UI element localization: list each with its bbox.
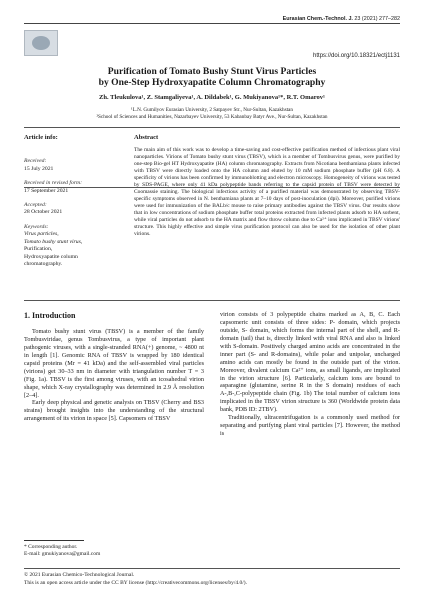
journal-logo-icon	[24, 30, 58, 56]
section-rule-top	[24, 127, 400, 128]
footer-rule	[24, 568, 400, 569]
paragraph: Tomato bushy stunt virus (TBSV) is a member of the family Tombusviridae, genus Tombusvirus, a type of important plant pathogenic viruses, with a single-stranded RNA(+) genome, ~ 4800 nt in length [1]. Genomic RNA of TBSV is wrapped by 180 identical capsid proteins (Mr = 41 kDa) and the self-assembled viral particles (virions) get 30–33 nm in diameter with triangulation number T = 3 (Fig. 1a). TBSV is the first among viruses, with an icosahedral virion shape, which X-ray crystallography was determined in 2.9 Å resolution [2–4].	[24, 328, 204, 399]
paragraph: Early deep physical and genetic analysis on TBSV (Cherry and BS3 strains) brought insights into the understanding of the structural arrangement of its virion in space [5]. Capsomers of TBSV	[24, 399, 204, 423]
body-column-left	[24, 328, 204, 423]
keyword: chromatography.	[24, 260, 63, 267]
keyword: Tomato bushy stunt virus,	[24, 238, 83, 245]
footnote-rule	[24, 540, 84, 541]
corresponding-author-footnote	[24, 544, 204, 558]
abstract-text: The main aim of this work was to develop a time-saving and cost-effective purification method of infectious plant viral nanoparticles. Virions of Tomato bushy stunt virus (TBSV), which is a member of Tombusvirus genus, were purified by one-step Bio-gel HT Hydroxyapatite (HA) column chromatography. Extracts from Nicotiana benthamiana plants infected with TBSV were directly loaded onto the HA column and eluted by 10 mM sodium phosphate buffer (pH 6.8). A specificity of virions has been confirmed by immunoblotting and electron microscopy. Homogeneity of virions was tested by SDS-PAGE, where only 41 kDa polypeptide bands referring to the capsid protein of TBSV were detected by Coomassie staining. The biological infectious activity of a purified material was demonstrated by observing TBSV-specific symptoms observed in N. benthamiana plants at 7–10 days of post-inoculation (dpi). Moreover, purified virions were used for immunization of the BALb/c mouse to raise primary antibodies against the TBSV virus. Our results show that in low concentrations of sodium phosphate buffer total proteins extracted from infected plants adsorb to HA sorbent, while viral particles do not adsorb to the HA matrix and flow throw column due to Ca²⁺ ions implicated in TBSV virions' structure. This highly effective and simple virus purification protocol can also be used for the isolation of other plant virions.	[134, 147, 400, 237]
keyword: Hydroxyapatite column	[24, 253, 78, 260]
doi-link[interactable]: https://doi.org/10.18321/ectj1131	[313, 53, 400, 59]
author-email[interactable]: E-mail: gmukiyanova@gmail.com	[24, 551, 101, 558]
footnote-line: * Corresponding author.	[24, 544, 78, 550]
copyright-notice	[24, 572, 400, 587]
journal-name: Eurasian Chem.-Technol. J.	[282, 16, 353, 22]
journal-citation	[283, 16, 400, 22]
revised-label: Received in revised form:	[24, 180, 83, 187]
abstract	[134, 134, 400, 238]
title-line-2: by One-Step Hydroxyapatite Column Chromatography	[98, 77, 326, 89]
keywords-label: Keywords:	[24, 223, 49, 230]
section-rule-body	[24, 300, 400, 301]
author-list: Zh. Tleukulova¹, Z. Stamgaliyeva¹, A. Dildabek¹, G. Mukiyanova¹*, R.T. Omarov¹	[99, 94, 325, 101]
keyword: Virus particles,	[24, 231, 59, 238]
article-info	[24, 134, 120, 268]
affiliations	[24, 107, 400, 121]
copyright-line: © 2021 Eurasian Chemico-Technological Journal.	[24, 572, 135, 578]
received-label: Received:	[24, 158, 47, 165]
paragraph: virion consists of 3 polypeptide chains marked as A, B, C. Each capsomeric unit consists of three sides: P- domain, which projects outside, S- domain, which forms the internal part of the shell, and R- domain (tail) that is, directly linked with viral RNA and also is linked with S-domain. Positively charged amino acids are concentrated in the inner part (S- and R-domains), while polar and unipolar, uncharged amino acids can mostly be found in the outside part of the virion. Moreover, divalent calcium Ca²⁺ ions, as small ligands, are implicated in the virion structure [6]. Particularly, calcium ions are bound to asparagine (glutamine, serine R in the S domain) residues of each A-,B-,C-polypeptide chain (Fig. 1b) The total number of calcium ions implicated in the TBSV virion structure is 360 (Worldwide protein data bank, PDB ID: 2TBV).	[220, 311, 400, 414]
article-title	[24, 66, 400, 89]
abstract-heading: Abstract	[134, 134, 159, 141]
affiliation-1: ¹L.N. Gumilyov Eurasian University, 2 Satpayev Str., Nur-Sultan, Kazakhstan	[131, 107, 293, 113]
accepted-date: 28 October 2021	[24, 209, 63, 216]
section-heading-introduction: 1. Introduction	[24, 311, 76, 320]
paragraph: Traditionally, ultracentrifugation is a commonly used method for separating and purifying plant viral particles [7]. However, the method is	[220, 414, 400, 438]
body-column-right	[220, 311, 400, 438]
received-date: 15 July 2021	[24, 165, 54, 172]
journal-header	[24, 8, 400, 22]
title-line-1: Purification of Tomato Bushy Stunt Virus Particles	[107, 66, 317, 77]
license-line[interactable]: This is an open access article under the CC BY license (http://creativecommons.org/licenses/by/4.0/).	[24, 579, 247, 586]
journal-volume: 23 (2021) 277–282	[352, 16, 400, 22]
article-info-heading: Article info:	[24, 134, 58, 141]
keyword: Purification,	[24, 246, 53, 253]
header-rule	[24, 23, 400, 24]
revised-date: 17 September 2021	[24, 187, 69, 194]
affiliation-2: ²School of Sciences and Humanities, Nazarbayev University, 53 Kabanbay Batyr Ave., Nur-Sultan, Kazakhstan	[96, 114, 328, 121]
accepted-label: Accepted:	[24, 202, 47, 209]
